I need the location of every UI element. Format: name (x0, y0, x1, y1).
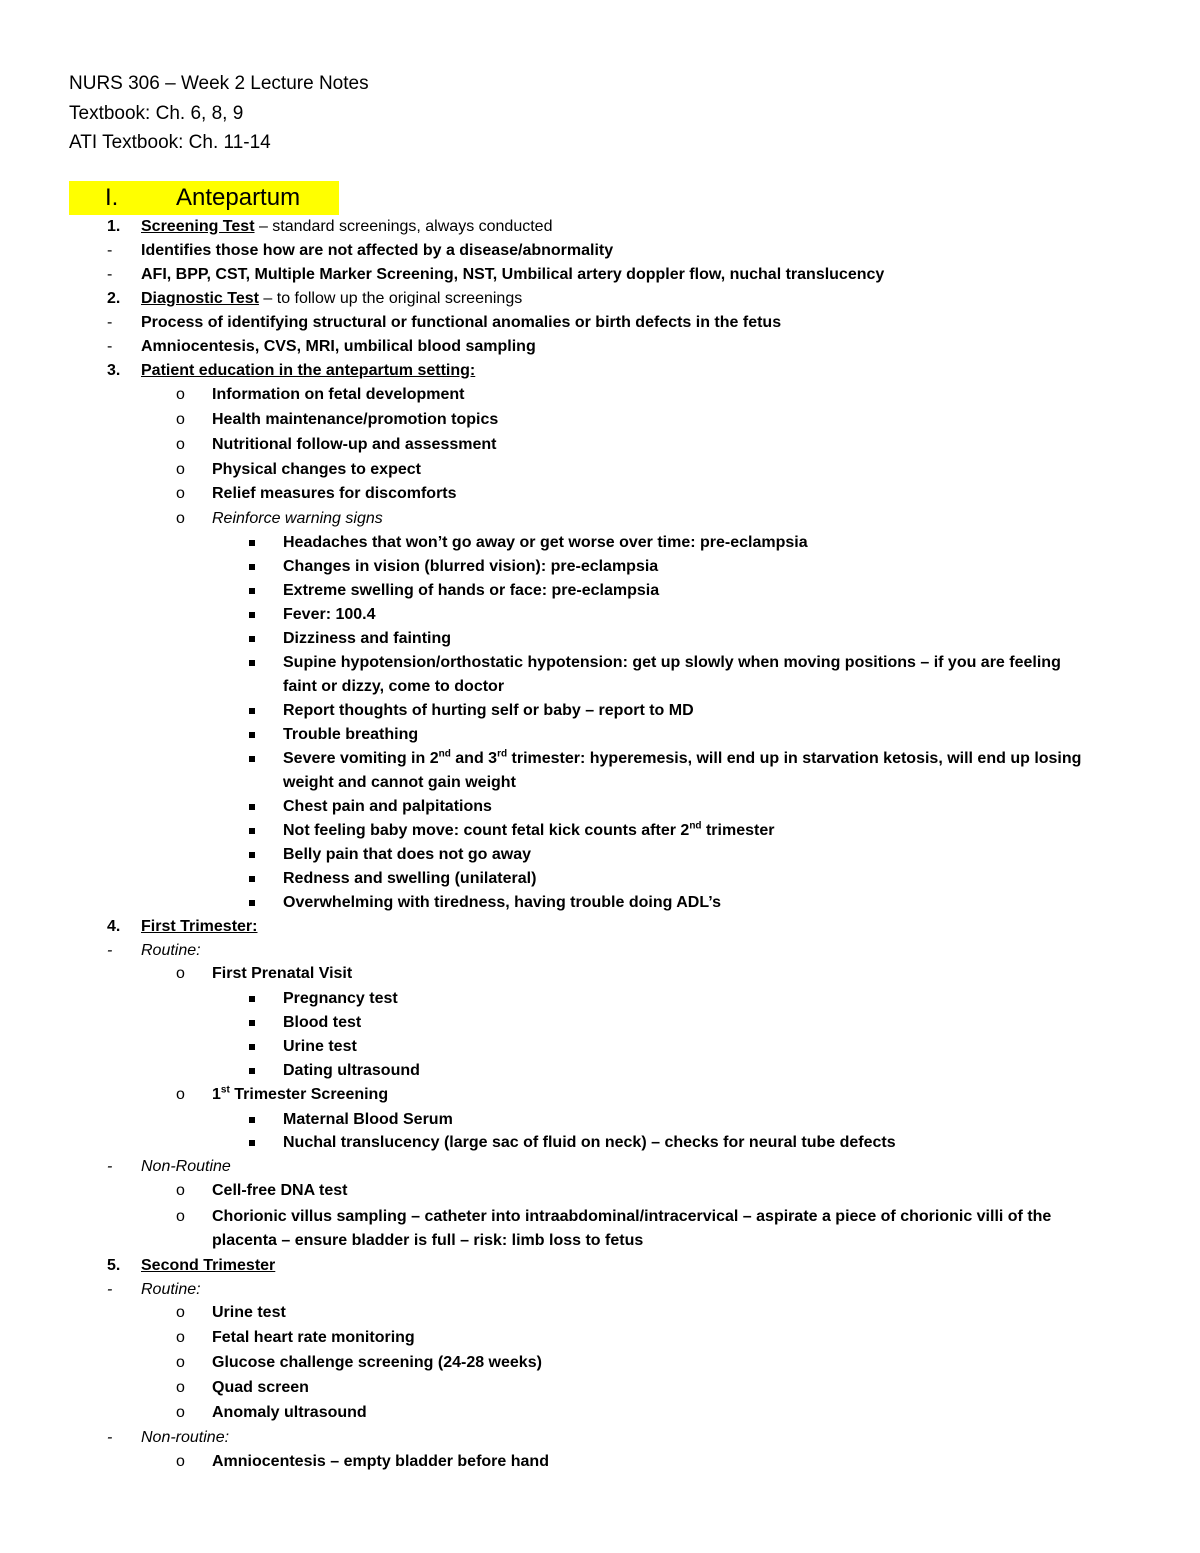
list-item (0, 1450, 1200, 1474)
list-item (0, 1326, 1200, 1350)
list-item (0, 1205, 1200, 1229)
square-bullet (249, 636, 255, 642)
list-item-text: Health maintenance/promotion topics (212, 411, 499, 428)
list-item-text: Amniocentesis, CVS, MRI, umbilical blood sampling (141, 338, 536, 355)
square-bullet (249, 1044, 255, 1050)
text-part: Severe vomiting in 2 (283, 750, 439, 767)
list-item (0, 1301, 1200, 1325)
list-item-text: faint or dizzy, come to doctor (283, 678, 505, 695)
list-item (0, 675, 1200, 699)
list-item (0, 1083, 1200, 1107)
list-item (0, 1035, 1200, 1059)
list-item (0, 579, 1200, 603)
square-bullet (249, 996, 255, 1002)
list-item-text: Process of identifying structural or functional anomalies or birth defects in the fetus (141, 314, 782, 331)
list-item-text: Maternal Blood Serum (283, 1111, 453, 1128)
text-part: trimester (701, 822, 775, 839)
list-item (0, 507, 1200, 531)
list-item-text (141, 359, 475, 383)
list-item (0, 433, 1200, 457)
list-item-text: Fever: 100.4 (283, 606, 376, 623)
list-heading: Patient education in the antepartum setting: (141, 362, 476, 379)
list-item (0, 771, 1200, 795)
list-item-text: Blood test (283, 1014, 362, 1031)
list-item-text: Reinforce warning signs (212, 510, 383, 527)
list-item (0, 1108, 1200, 1132)
list-item-text (212, 1083, 388, 1107)
list-item-text: Non-routine: (141, 1429, 230, 1446)
list-item-text: Routine: (141, 1281, 201, 1298)
list-item (0, 1351, 1200, 1375)
list-item (0, 311, 1200, 335)
dash-bullet: - (107, 942, 113, 959)
text-part: 1 (212, 1086, 221, 1103)
list-item (0, 1229, 1200, 1253)
square-bullet (249, 1020, 255, 1026)
list-item-text: Extreme swelling of hands or face: pre-eclampsia (283, 582, 660, 599)
ordinal-suffix: nd (438, 748, 451, 760)
list-item-text: Overwhelming with tiredness, having trouble doing ADL’s (283, 894, 721, 911)
list-item (0, 819, 1200, 843)
list-item-text: placenta – ensure bladder is full – risk: limb loss to fetus (212, 1232, 644, 1249)
square-bullet (249, 1068, 255, 1074)
list-item (0, 1131, 1200, 1155)
list-item-text: Report thoughts of hurting self or baby – report to MD (283, 702, 694, 719)
circle-bullet: o (176, 411, 185, 428)
circle-bullet: o (176, 510, 185, 527)
list-item-text: Physical changes to expect (212, 461, 421, 478)
section-heading-antepartum (69, 181, 339, 215)
list-item-text: Chest pain and palpitations (283, 798, 492, 815)
list-item (0, 1278, 1200, 1302)
list-number: 5. (107, 1257, 121, 1274)
circle-bullet: o (176, 1404, 185, 1421)
list-item (0, 915, 1200, 939)
square-bullet (249, 588, 255, 594)
square-bullet (249, 1140, 255, 1146)
list-item-text (141, 287, 522, 311)
list-item (0, 555, 1200, 579)
ati-textbook-line: ATI Textbook: Ch. 11-14 (69, 132, 271, 153)
square-bullet (249, 1117, 255, 1123)
list-item (0, 1179, 1200, 1203)
list-item (0, 987, 1200, 1011)
list-item (0, 287, 1200, 311)
list-item-text: Routine: (141, 942, 201, 959)
list-item (0, 962, 1200, 986)
list-item-text: Headaches that won’t go away or get worse over time: pre-eclampsia (283, 534, 808, 551)
list-item-text: Cell-free DNA test (212, 1182, 348, 1199)
list-item-text: weight and cannot gain weight (283, 774, 516, 791)
list-item-text (141, 915, 257, 939)
circle-bullet: o (176, 1304, 185, 1321)
list-item-text: Supine hypotension/orthostatic hypotension: get up slowly when moving positions – if you are feeling (283, 654, 1061, 671)
circle-bullet: o (176, 1208, 185, 1225)
course-title: NURS 306 – Week 2 Lecture Notes (69, 73, 369, 94)
list-item-text: AFI, BPP, CST, Multiple Marker Screening, NST, Umbilical artery doppler flow, nuchal translucency (141, 266, 885, 283)
list-number: 4. (107, 918, 121, 935)
list-item-text: Non-Routine (141, 1158, 231, 1175)
list-item-text: Information on fetal development (212, 386, 465, 403)
circle-bullet: o (176, 386, 185, 403)
text-part: Not feeling baby move: count fetal kick counts after 2 (283, 822, 690, 839)
dash-bullet: - (107, 266, 113, 283)
list-item-text: Urine test (283, 1038, 357, 1055)
square-bullet (249, 876, 255, 882)
list-item-text (283, 819, 774, 843)
square-bullet (249, 900, 255, 906)
square-bullet (249, 660, 255, 666)
list-item (0, 263, 1200, 287)
dash-bullet: - (107, 314, 113, 331)
list-item-text: Nutritional follow-up and assessment (212, 436, 497, 453)
list-item (0, 747, 1200, 771)
list-item (0, 699, 1200, 723)
circle-bullet: o (176, 965, 185, 982)
list-item-text: Urine test (212, 1304, 286, 1321)
list-item (0, 215, 1200, 239)
list-item-text: Glucose challenge screening (24-28 weeks) (212, 1354, 542, 1371)
list-item (0, 1059, 1200, 1083)
list-item (0, 627, 1200, 651)
text-part: trimester: hyperemesis, will end up in starvation ketosis, will end up losing (507, 750, 1082, 767)
circle-bullet: o (176, 461, 185, 478)
list-number: 1. (107, 218, 121, 235)
list-item (0, 1426, 1200, 1450)
list-item (0, 891, 1200, 915)
list-item-text: Quad screen (212, 1379, 309, 1396)
section-numeral: I. (105, 184, 119, 211)
list-item-text (283, 747, 1081, 771)
list-item-text: Relief measures for discomforts (212, 485, 457, 502)
text-part: Trimester Screening (229, 1086, 389, 1103)
square-bullet (249, 732, 255, 738)
list-item (0, 408, 1200, 432)
list-item (0, 843, 1200, 867)
list-item-text: Redness and swelling (unilateral) (283, 870, 537, 887)
list-item-text: Amniocentesis – empty bladder before hand (212, 1453, 549, 1470)
list-heading-rest: – standard screenings, always conducted (254, 218, 553, 235)
ordinal-suffix: st (220, 1084, 230, 1096)
list-number: 3. (107, 362, 121, 379)
list-item-text: Dizziness and fainting (283, 630, 452, 647)
circle-bullet: o (176, 436, 185, 453)
list-heading-rest: – to follow up the original screenings (258, 290, 523, 307)
square-bullet (249, 828, 255, 834)
list-item (0, 795, 1200, 819)
list-item-text: Belly pain that does not go away (283, 846, 532, 863)
list-item (0, 335, 1200, 359)
list-item-text: First Prenatal Visit (212, 965, 353, 982)
circle-bullet: o (176, 1329, 185, 1346)
list-item-text: Identifies those how are not affected by a disease/abnormality (141, 242, 614, 259)
dash-bullet: - (107, 242, 113, 259)
list-item (0, 482, 1200, 506)
list-item-text (141, 215, 552, 239)
square-bullet (249, 708, 255, 714)
list-item (0, 359, 1200, 383)
list-item (0, 383, 1200, 407)
circle-bullet: o (176, 1086, 185, 1103)
circle-bullet: o (176, 1182, 185, 1199)
list-item (0, 1401, 1200, 1425)
list-item-text: Fetal heart rate monitoring (212, 1329, 415, 1346)
list-number: 2. (107, 290, 121, 307)
list-item (0, 651, 1200, 675)
list-item (0, 939, 1200, 963)
dash-bullet: - (107, 1429, 113, 1446)
square-bullet (249, 804, 255, 810)
dash-bullet: - (107, 1158, 113, 1175)
dash-bullet: - (107, 1281, 113, 1298)
dash-bullet: - (107, 338, 113, 355)
list-item-text: Dating ultrasound (283, 1062, 420, 1079)
list-item (0, 603, 1200, 627)
section-title: Antepartum (176, 184, 301, 211)
list-item-text: Nuchal translucency (large sac of fluid on neck) – checks for neural tube defects (283, 1134, 896, 1151)
list-item-text: Anomaly ultrasound (212, 1404, 367, 1421)
square-bullet (249, 756, 255, 762)
list-heading: Second Trimester (141, 1257, 276, 1274)
ordinal-suffix: rd (497, 748, 508, 760)
list-item (0, 1155, 1200, 1179)
ordinal-suffix: nd (689, 820, 702, 832)
circle-bullet: o (176, 485, 185, 502)
list-item (0, 723, 1200, 747)
list-item (0, 867, 1200, 891)
list-item-text: Pregnancy test (283, 990, 398, 1007)
list-heading: Diagnostic Test (141, 290, 259, 307)
list-item-text (141, 1254, 275, 1278)
list-heading: Screening Test (141, 218, 255, 235)
text-part: and 3 (450, 750, 498, 767)
list-item (0, 1254, 1200, 1278)
square-bullet (249, 852, 255, 858)
list-item (0, 239, 1200, 263)
list-item-text: Chorionic villus sampling – catheter into intraabdominal/intracervical – aspirate a piece of chorionic villi of the (212, 1208, 1052, 1225)
list-item (0, 1376, 1200, 1400)
square-bullet (249, 564, 255, 570)
textbook-line: Textbook: Ch. 6, 8, 9 (69, 103, 244, 124)
list-item-text: Changes in vision (blurred vision): pre-eclampsia (283, 558, 659, 575)
list-item (0, 458, 1200, 482)
list-heading: First Trimester: (141, 918, 258, 935)
circle-bullet: o (176, 1453, 185, 1470)
list-item (0, 531, 1200, 555)
square-bullet (249, 612, 255, 618)
square-bullet (249, 540, 255, 546)
circle-bullet: o (176, 1379, 185, 1396)
list-item-text: Trouble breathing (283, 726, 419, 743)
list-item (0, 1011, 1200, 1035)
circle-bullet: o (176, 1354, 185, 1371)
